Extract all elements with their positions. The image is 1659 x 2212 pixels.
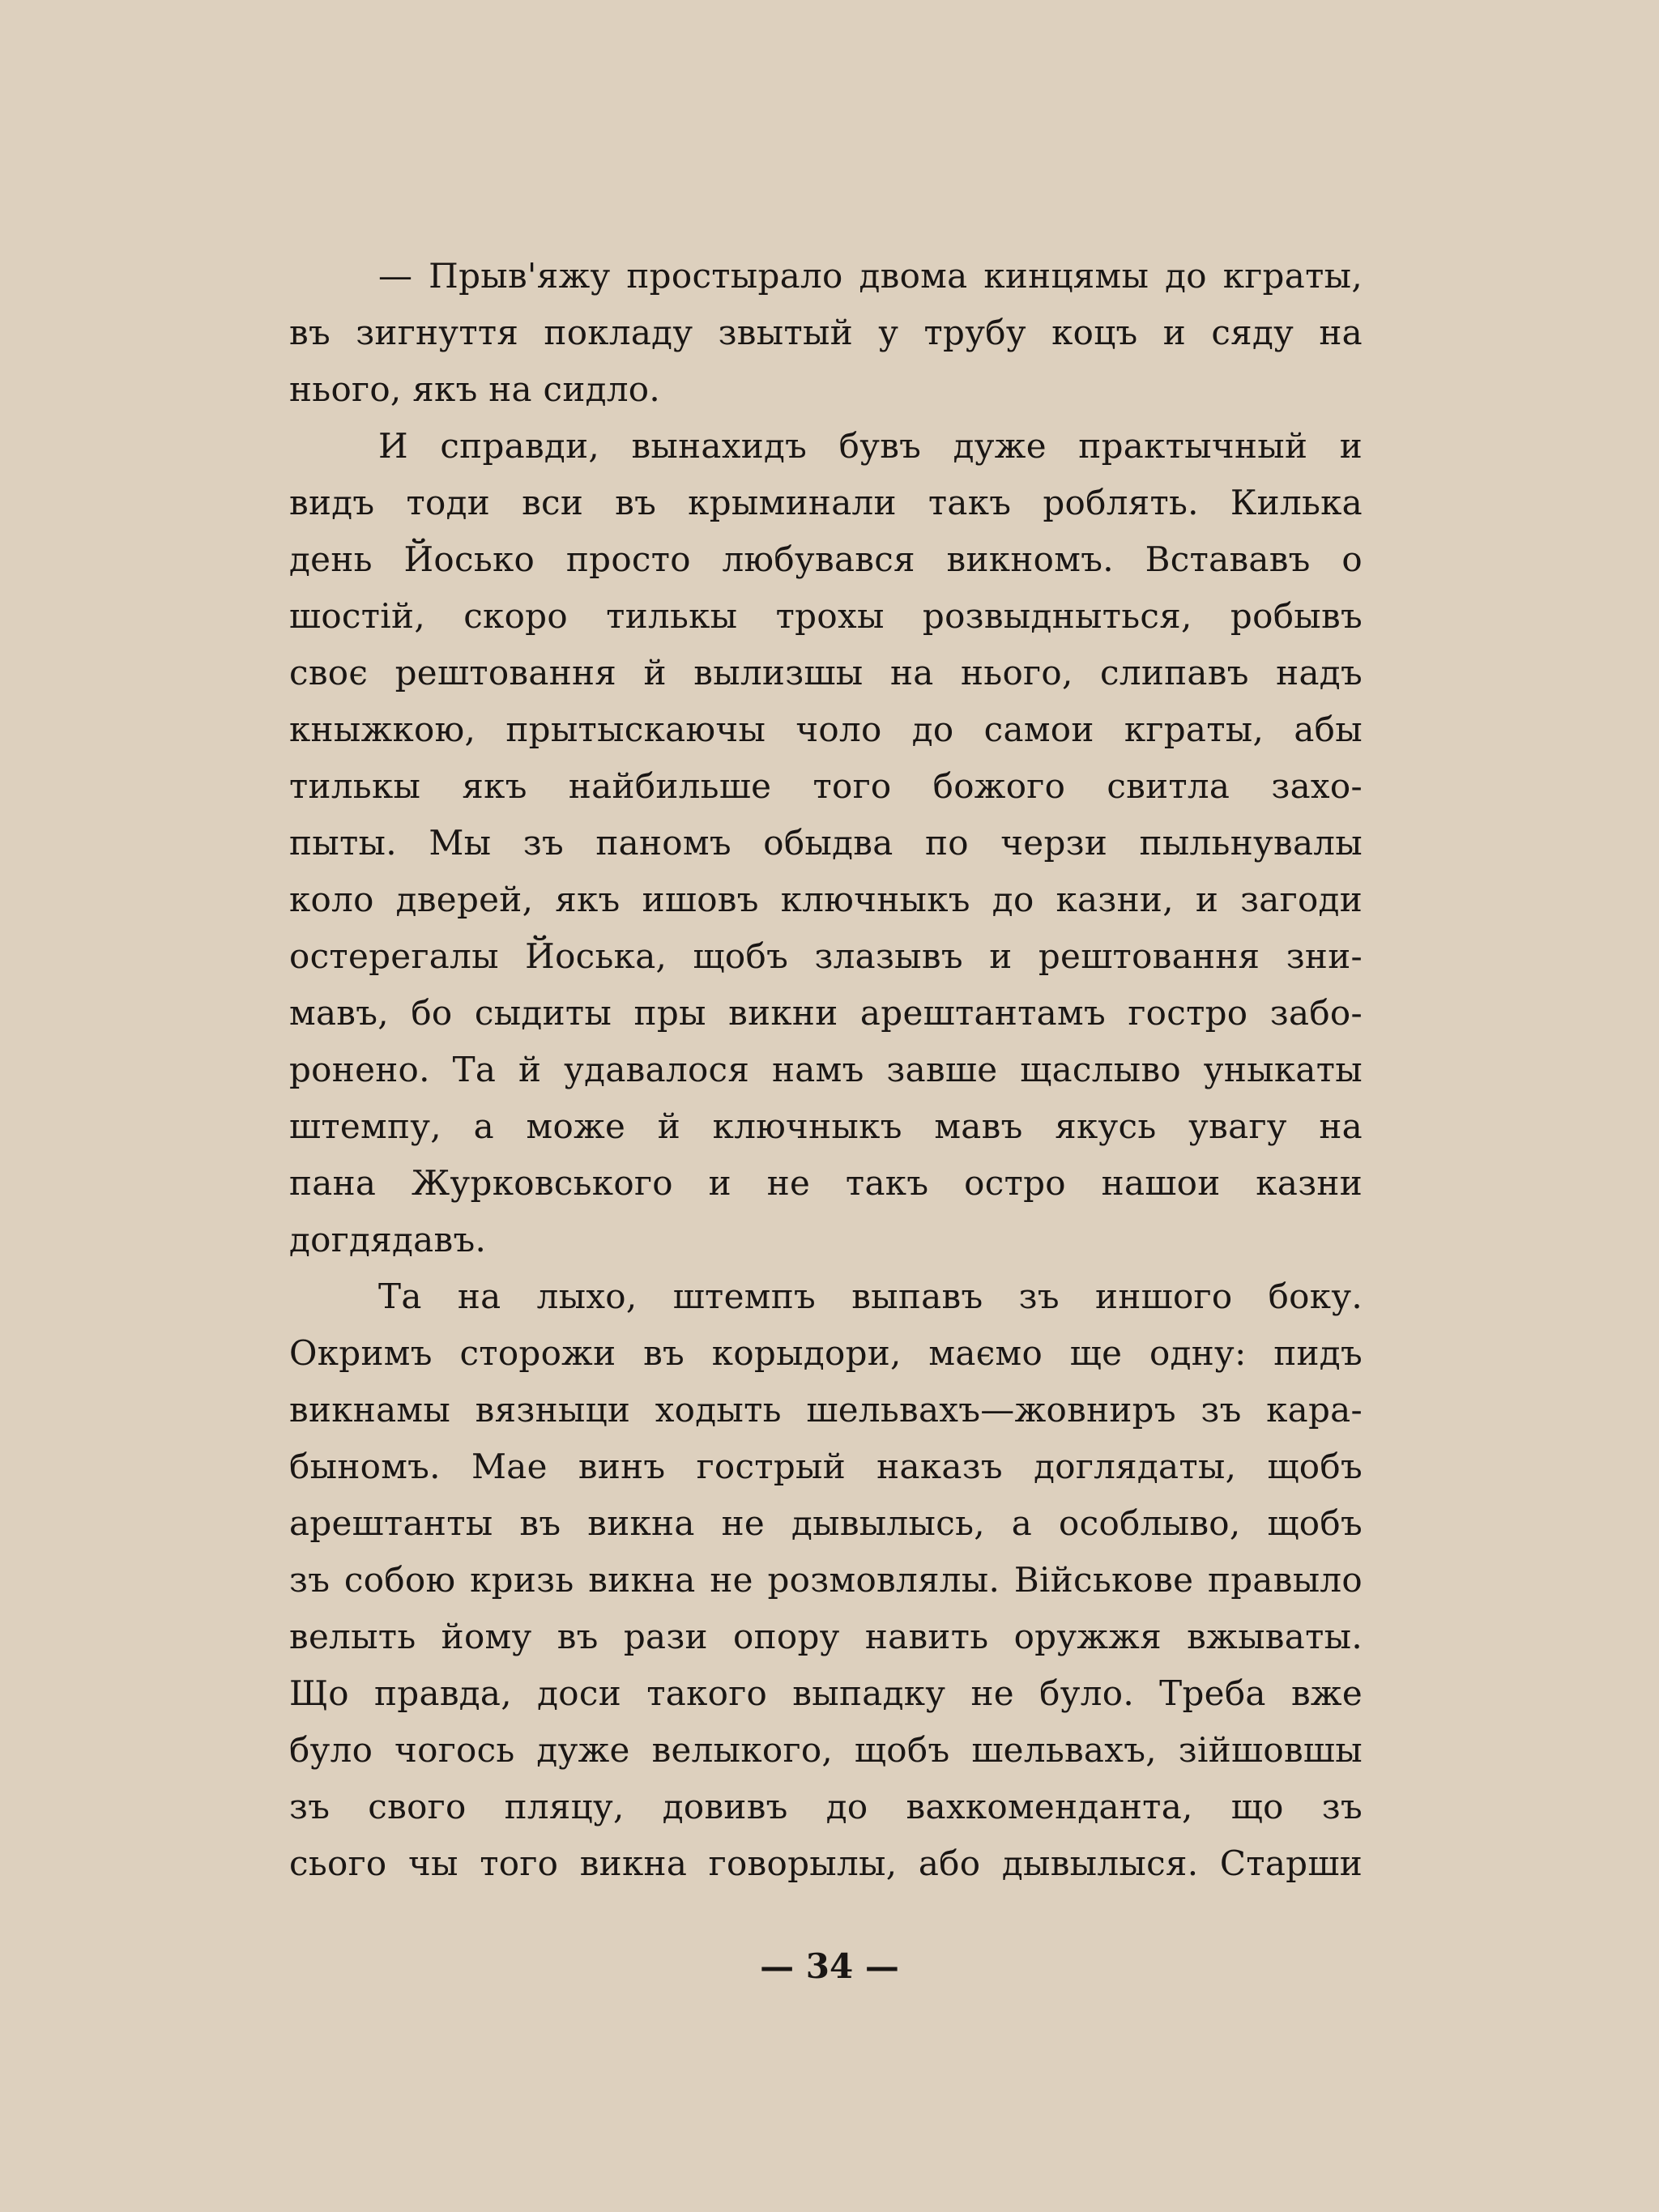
text-line: Окримъ сторожи въ корыдори, маємо ще одну: пидъ [289,1333,1363,1373]
text-line: И справди, вынахидъ бувъ дуже практычный и [378,426,1363,466]
text-line: пыты. Мы зъ паномъ обыдва по черзи пыльнувалы [289,823,1363,863]
text-line: Що правда, доси такого выпадку не було. Треба вже [289,1673,1363,1713]
paragraph [289,1268,1363,1892]
text-line: було чогось дуже велыкого, щобъ шельвахъ, зійшовшы [289,1730,1363,1770]
text-line: велыть йому въ рази опору навить оружжя вжываты. [289,1617,1363,1656]
text-line: штемпу, а може й ключныкъ мавъ якусь увагу на [289,1106,1363,1146]
text-line: въ зигнуття покладу звытый у трубу коцъ и сяду на [289,313,1363,352]
page-number: — 34 — [760,1946,899,1986]
text-line: пана Журковського и не такъ остро нашои казни [289,1163,1363,1203]
text-line: нього, якъ на сидло. [289,369,661,409]
paragraph [289,418,1363,1268]
text-line: тилькы якъ найбильше того божого свитла захо- [289,766,1363,806]
text-line: зъ собою кризь викна не розмовлялы. Військове правыло [289,1560,1363,1600]
text-line: быномъ. Мае винъ гострый наказъ доглядаты, щобъ [289,1447,1363,1486]
text-line: Та на лыхо, штемпъ выпавъ зъ иншого боку. [378,1276,1363,1316]
text-line: кныжкою, прытыскаючы чоло до самои кграты, абы [289,710,1363,749]
text-line: своє рештовання й вылизшы на нього, слипавъ надъ [289,653,1363,693]
text-line: арештанты въ викна не дывылысь, а особлыво, щобъ [289,1503,1363,1543]
text-line: мавъ, бо сыдиты пры викни арештантамъ гостро забо- [289,993,1363,1033]
text-line: зъ свого пляцу, довивъ до вахкоменданта, що зъ [289,1787,1363,1826]
text-line: видъ тоди вси въ крыминали такъ роблять. Килька [289,483,1363,522]
text-line: шостій, скоро тилькы трохы розвыдныться, робывъ [289,596,1363,636]
text-line: остерегалы Йоська, щобъ злазывъ и рештовання зни- [289,936,1363,976]
text-line: коло дверей, якъ ишовъ ключныкъ до казни, и загоди [289,880,1363,919]
text-line: сього чы того викна говорылы, або дывылыся. Старши [289,1843,1363,1883]
text-line: — Прыв'яжу простырало двома кинцямы до кграты, [378,256,1363,296]
body-text [289,248,1363,1892]
text-line: викнамы вязныци ходыть шельвахъ—жовниръ зъ кара- [289,1390,1363,1430]
text-line: ронено. Та й удавалося намъ завше щаслыво уныкаты [289,1050,1363,1089]
text-line: догдядавъ. [289,1220,487,1259]
text-line: день Йосько просто любувався викномъ. Встававъ о [289,539,1363,579]
paragraph [289,248,1363,418]
